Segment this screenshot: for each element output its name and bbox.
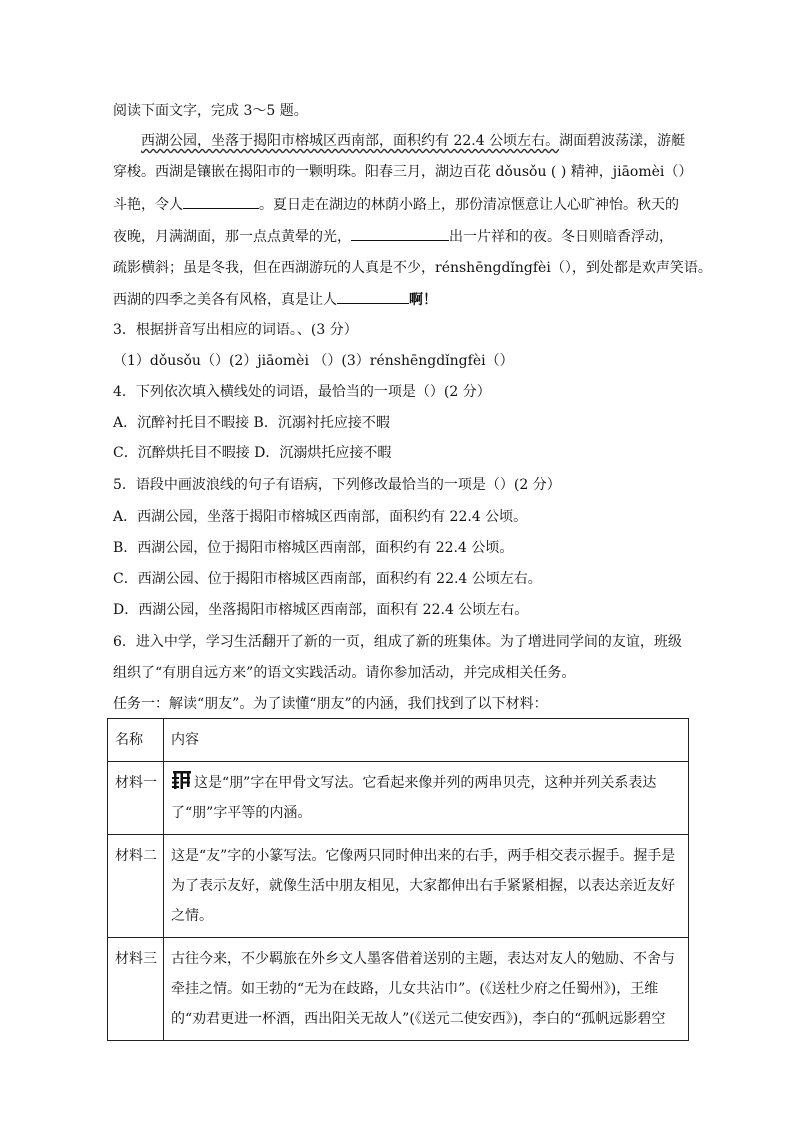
header-content-cell: 内容 (164, 719, 689, 762)
material-name-cell: 材料一 (108, 762, 164, 835)
passage-text: 。夏日走在湖边的林荫小路上，那份清凉惬意让人心旷神怡。秋天的 (259, 197, 679, 213)
oracle-bone-peng-glyph-icon (171, 769, 193, 791)
fill-blank-2[interactable] (351, 226, 449, 241)
fill-blank-3[interactable] (337, 289, 409, 304)
table-header-row (108, 719, 689, 762)
question-3-items: （1）dǒusǒu（）(2）jiāomèi （）(3）rénshēngdǐngfèi（） (113, 353, 514, 369)
question-5-option-c: C．西湖公园、位于揭阳市榕城区西南部，面积约有 22.4 公顷左右。 (113, 571, 542, 587)
question-6-line-1: 6．进入中学，学习生活翻开了新的一页，组成了新的班集体。为了增进同学间的友谊，班级 (113, 634, 682, 650)
material-name-cell: 材料三 (108, 938, 164, 1041)
passage-line-6 (113, 289, 693, 309)
passage-line-1 (141, 131, 721, 151)
question-5-option-d: D．西湖公园，坐落揭阳市榕城区西南部，面积有 22.4 公顷左右。 (113, 602, 529, 618)
passage-text: 湖面碧波荡漾，游艇 (559, 133, 686, 149)
materials-table (107, 718, 689, 1041)
header-name-cell: 名称 (108, 719, 164, 762)
question-4-options-ab: A．沉醉衬托目不暇接 B．沉溺衬托应接不暇 (113, 415, 390, 431)
question-6-line-2: 组织了“有朋自远方来”的语文实践活动。请你参加活动，并完成相关任务。 (113, 665, 576, 681)
question-4-options-cd: C．沉醉烘托目不暇接 D．沉溺烘托应接不暇 (113, 445, 392, 461)
material-text: 这是“朋”字在甲骨文写法。它看起来像并列的两串贝壳，这种并列关系表达了“朋”字平等的内涵。 (171, 775, 657, 821)
table-row (108, 938, 689, 1041)
table-row (108, 762, 689, 835)
fill-blank-1[interactable] (183, 194, 259, 209)
passage-text: 出一片祥和的夜。冬日则暗香浮动， (449, 229, 673, 245)
table-row (108, 835, 689, 938)
material-name-cell: 材料二 (108, 835, 164, 938)
passage-text: 夜晚，月满湖面，那一点点黄晕的光， (113, 229, 351, 245)
task-1-heading: 任务一：解读“朋友”。为了读懂“朋友”的内涵，我们找到了以下材料： (113, 696, 548, 712)
passage-text: 斗艳，令人 (113, 197, 183, 213)
passage-line-2: 穿梭。西湖是镶嵌在揭阳市的一颗明珠。阳春三月，湖边百花 dǒusǒu ( ) 精神，jiāomèi（） (113, 164, 693, 180)
material-content-cell: 这是“友”字的小篆写法。它像两只同时伸出来的右手，两手相交表示握手。握手是为了表示友好，就像生活中朋友相见，大家都伸出右手紧紧相握，以表达亲近友好之情。 (164, 835, 689, 938)
material-content-cell (164, 762, 689, 835)
question-5-stem: 5．语段中画波浪线的句子有语病，下列修改最恰当的一项是（）(2 分） (113, 477, 561, 493)
passage-text: 啊！ (409, 292, 437, 308)
passage-line-3 (113, 194, 693, 214)
passage-line-5: 疏影横斜；虽是冬我，但在西湖游玩的人真是不少，rénshēngdǐngfèi（），到处都是欢声笑语。 (113, 260, 712, 276)
question-5-option-a: A．西湖公园，坐落于揭阳市榕城区西南部，面积约有 22.4 公顷。 (113, 509, 528, 525)
question-3-stem: 3．根据拼音写出相应的词语。、(3 分） (113, 322, 358, 338)
reading-intro: 阅读下面文字，完成 3～5 题。 (113, 103, 308, 119)
question-4-stem: 4．下列依次填入横线处的词语，最恰当的一项是（）(2 分） (113, 384, 491, 400)
passage-text: 西湖的四季之美各有风格，真是让人 (113, 292, 337, 308)
question-5-option-b: B．西湖公园，位于揭阳市榕城区西南部，面积约有 22.4 公顷。 (113, 540, 514, 556)
material-content-cell: 古往今来，不少羁旅在外乡文人墨客借着送别的主题，表达对友人的勉励、不舍与牵挂之情。如王勃的“无为在歧路，儿女共沾巾”。(《送杜少府之任蜀州》)，王维的“劝君更进一杯酒，西出阳关无故人”(《送元二使安西》)，李白的“孤帆远影碧空 (164, 938, 689, 1041)
passage-line-4 (113, 226, 693, 246)
wavy-underlined-sentence: 西湖公园，坐落于揭阳市榕城区西南部，面积约有 22.4 公顷左右。 (141, 133, 560, 149)
